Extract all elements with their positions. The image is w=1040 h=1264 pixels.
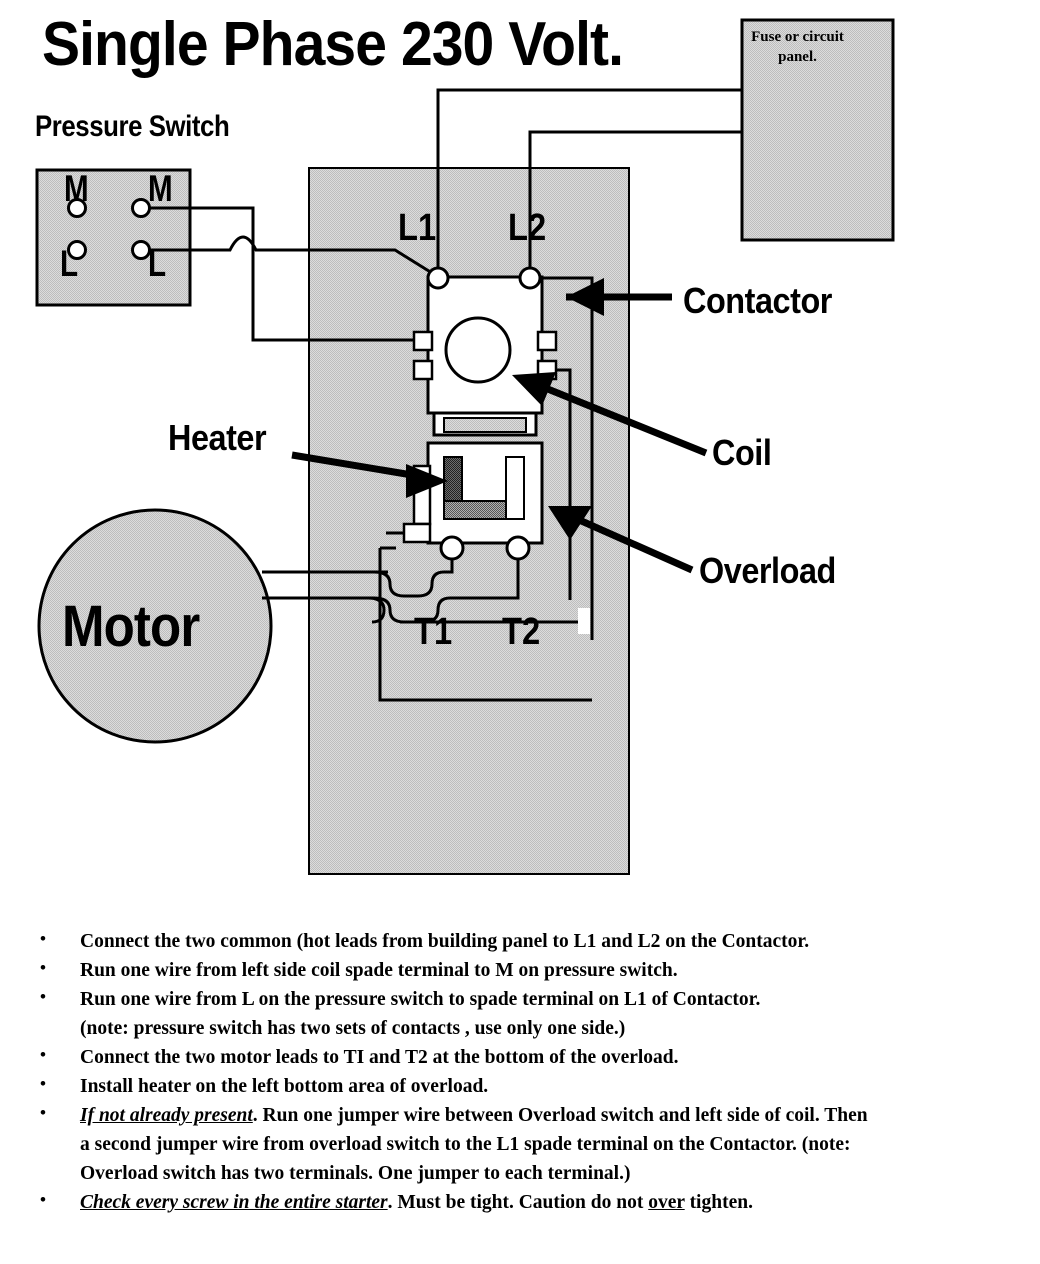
- contactor-terminal-l1[interactable]: [428, 268, 448, 288]
- instruction-text: tighten.: [684, 1191, 753, 1213]
- instruction-text: Check every screw in the entire starter: [80, 1191, 388, 1213]
- fuse-panel-label: Fuse or circuit panel.: [751, 29, 844, 65]
- instruction-text: over: [648, 1191, 685, 1213]
- contactor-terminal-l2[interactable]: [520, 268, 540, 288]
- pressure-switch-terminal-label-m-right: M: [148, 168, 173, 209]
- instruction-line: [80, 1160, 1016, 1189]
- callout-label-contactor: Contactor: [683, 280, 832, 321]
- bullet-l-to-l1: [36, 986, 1016, 1043]
- coil-spade-terminal-left-lower[interactable]: [414, 361, 432, 379]
- coil-spade-terminal-left-upper[interactable]: [414, 332, 432, 350]
- instruction-text: . Run one jumper wire between Overload switch and left side of coil. Then: [252, 1105, 868, 1127]
- instructions-list: [36, 928, 1016, 1218]
- instruction-text: (note: pressure switch has two sets of contacts , use only one side.): [80, 1017, 626, 1039]
- overload-switch-terminal[interactable]: [404, 524, 430, 542]
- contactor-base-bar-inner: [444, 418, 526, 432]
- bullet-motor-leads: [36, 1044, 1016, 1073]
- bullet-connect-hot-leads: [36, 928, 1016, 957]
- instruction-line: [80, 1015, 1016, 1044]
- bullet-jumper-wires: [36, 1102, 1016, 1188]
- callout-label-heater: Heater: [168, 417, 267, 458]
- overload-label-t2: T2: [502, 611, 541, 653]
- pressure-switch-terminal-label-l-left: L: [60, 243, 79, 284]
- instruction-line: [80, 931, 809, 952]
- instruction-line: [80, 1105, 868, 1126]
- heater-element-right-leg: [506, 457, 524, 519]
- instruction-text: Connect the two motor leads to TI and T2 at the bottom of the overload.: [80, 1047, 679, 1069]
- callout-label-coil: Coil: [712, 432, 772, 473]
- wire-break-gap: [578, 608, 590, 634]
- coil-spade-terminal-right-upper[interactable]: [538, 332, 556, 350]
- overload-terminal-t2[interactable]: [507, 537, 529, 559]
- overload-label-t1: T1: [414, 611, 453, 653]
- ps-terminal-l-right[interactable]: [133, 242, 150, 259]
- motor-label: Motor: [62, 594, 200, 659]
- bullet-install-heater: [36, 1073, 1016, 1102]
- instruction-text: . Must be tight. Caution do not: [387, 1191, 649, 1213]
- instruction-text: If not already present: [80, 1105, 253, 1127]
- instruction-text: Run one wire from L on the pressure switch to spade terminal on L1 of Contactor.: [80, 989, 761, 1011]
- instruction-line: [80, 1192, 753, 1213]
- page-title: Single Phase 230 Volt.: [42, 10, 624, 79]
- instruction-text: Connect the two common (hot leads from building panel to L1 and L2 on the Contactor.: [80, 931, 810, 952]
- callout-label-overload: Overload: [699, 550, 836, 591]
- ps-terminal-m-right[interactable]: [133, 200, 150, 217]
- pressure-switch-terminal-label-l-right: L: [148, 243, 167, 284]
- instruction-line: [80, 960, 678, 981]
- instruction-line: [80, 1131, 1016, 1160]
- instruction-line: [80, 1047, 679, 1068]
- instruction-text: Overload switch has two terminals. One jumper to each terminal.): [80, 1162, 631, 1184]
- instruction-line: [80, 989, 760, 1010]
- contactor-label-l1: L1: [398, 207, 437, 249]
- instruction-line: [80, 1076, 488, 1097]
- coil-circle: [446, 318, 510, 382]
- bullet-coil-to-m: [36, 957, 1016, 986]
- instruction-text: Run one wire from left side coil spade terminal to M on pressure switch.: [80, 960, 678, 982]
- bullet-check-screws: [36, 1189, 1016, 1218]
- instruction-text: a second jumper wire from overload switch to the L1 spade terminal on the Contactor. (note:: [80, 1134, 851, 1156]
- pressure-switch-label: Pressure Switch: [35, 110, 230, 143]
- pressure-switch-terminal-label-m-left: M: [64, 168, 89, 209]
- overload-terminal-t1[interactable]: [441, 537, 463, 559]
- contactor-label-l2: L2: [508, 207, 547, 249]
- heater-element-bottom: [444, 501, 514, 519]
- instructions-bullets: [36, 928, 1016, 1218]
- instruction-text: Install heater on the left bottom area of overload.: [80, 1076, 489, 1098]
